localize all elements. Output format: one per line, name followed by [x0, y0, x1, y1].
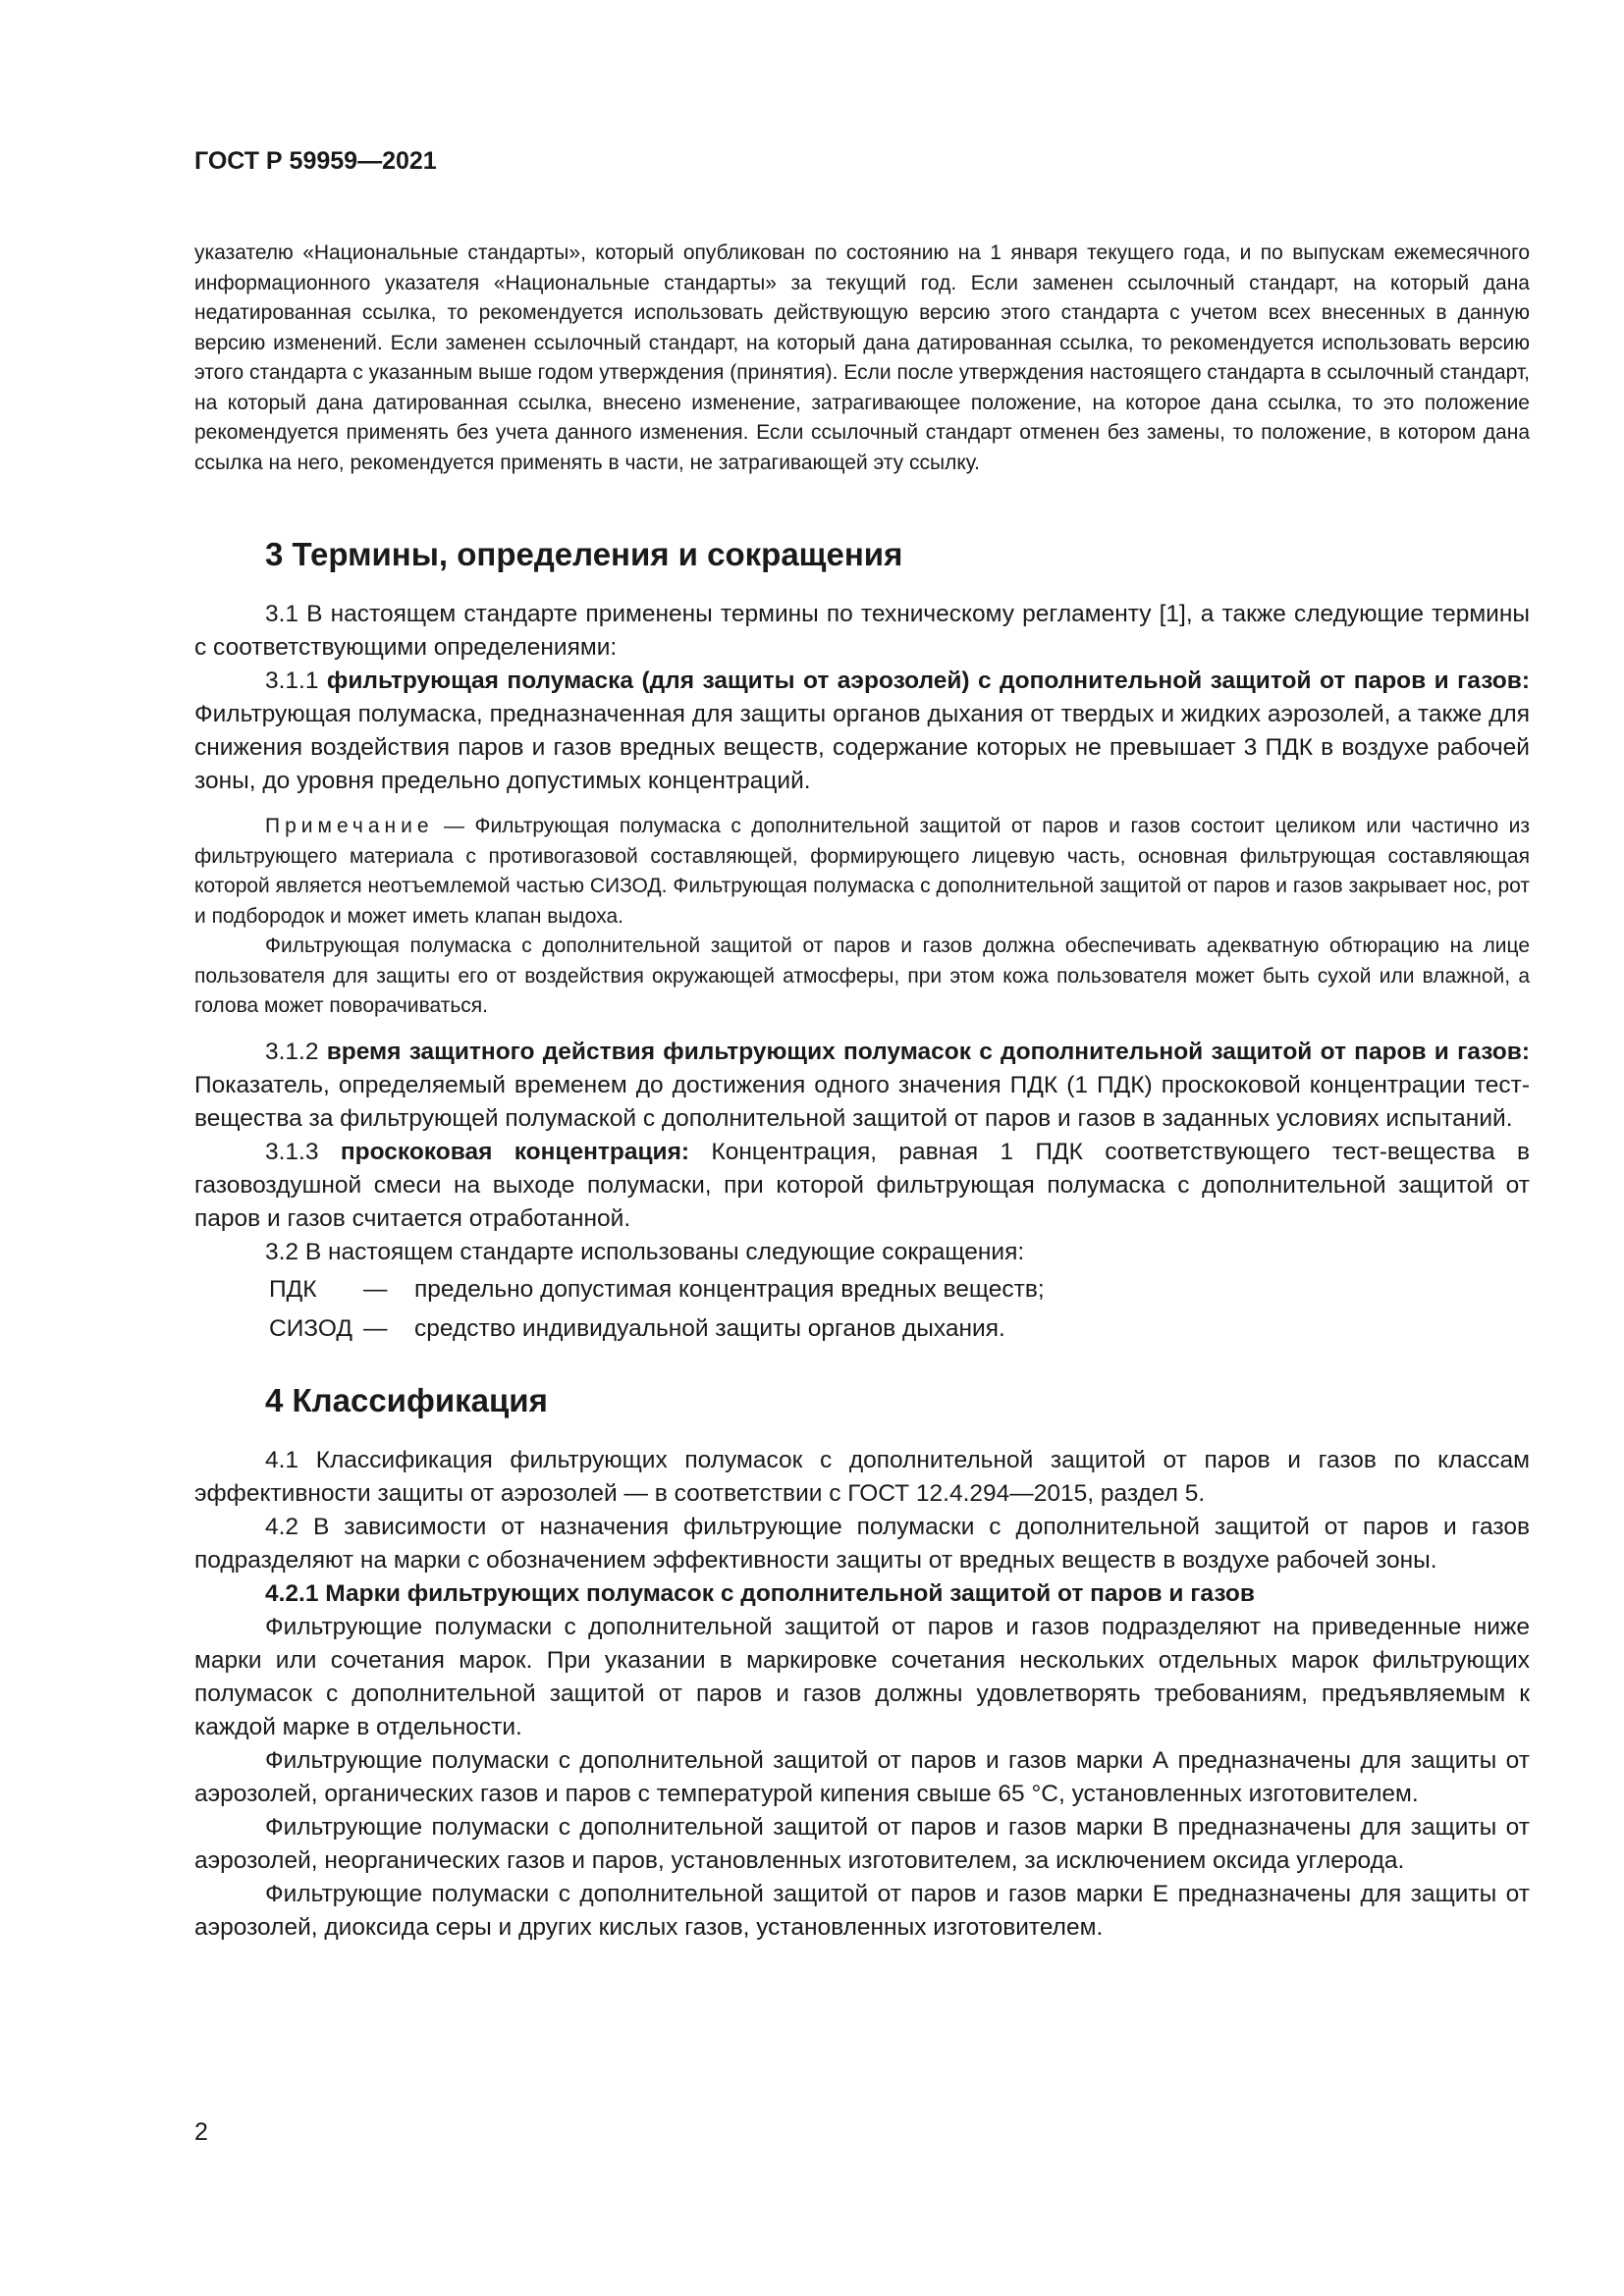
abbreviation-definition: предельно допустимая концентрация вредных веществ; — [414, 1275, 1045, 1303]
section-4-heading: 4 Классификация — [265, 1381, 548, 1418]
paragraph-4-2-1-b: Фильтрующие полумаски с дополнительной защитой от паров и газов марки А предназначены для защиты от аэрозолей, органических газов и паров с температурой кипения свыше 65 °С, установленных изготовителем. — [194, 1746, 1530, 1807]
page-number: 2 — [194, 2118, 208, 2146]
paragraph-4-2: 4.2 В зависимости от назначения фильтрующие полумаски с дополнительной защитой от паров и газов подразделяют на марки с обозначением эффективности защиты от вредных веществ в воздухе рабочей зоны. — [194, 1513, 1530, 1574]
term-name: время защитного действия фильтрующих полумасок с дополнительной защитой от паров и газов: — [326, 1038, 1530, 1065]
abbreviation-row — [269, 1312, 1530, 1346]
term-3-1-1 — [194, 665, 1530, 798]
abbreviation-term: СИЗОД — [269, 1314, 352, 1342]
term-3-1-2 — [194, 1036, 1530, 1136]
abbreviation-dash: — — [363, 1275, 388, 1303]
paragraph-3-2: 3.2 В настоящем стандарте использованы следующие сокращения: — [265, 1238, 1025, 1265]
abbreviation-dash: — — [363, 1314, 388, 1342]
term-name: фильтрующая полумаска (для защиты от аэрозолей) с дополнительной защитой от паров и газов: — [326, 667, 1530, 694]
paragraph-4-1: 4.1 Классификация фильтрующих полумасок с дополнительной защитой от паров и газов по классам эффективности защиты от аэрозолей — в соответствии с ГОСТ 12.4.294—2015, раздел 5. — [194, 1446, 1530, 1507]
term-number: 3.1.2 — [265, 1038, 327, 1065]
section-3-heading: 3 Термины, определения и сокращения — [265, 536, 903, 572]
term-number: 3.1.1 — [265, 667, 327, 694]
note-paragraph-2: Фильтрующая полумаска с дополнительной защитой от паров и газов должна обеспечивать адекватную обтюрацию на лице пользователя для защиты его от воздействия окружающей атмосферы, при этом кожа пользователя может быть сухой или влажной, а голова может поворачиваться. — [194, 934, 1530, 1017]
paragraph-4-2-1-c: Фильтрующие полумаски с дополнительной защитой от паров и газов марки В предназначены для защиты от аэрозолей, неорганических газов и паров, установленных изготовителем, за исключением оксида углерода. — [194, 1813, 1530, 1874]
abbreviation-term: ПДК — [269, 1275, 317, 1303]
term-number: 3.1.3 — [265, 1138, 341, 1165]
subsection-4-2-1-heading: 4.2.1 Марки фильтрующих полумасок с дополнительной защитой от паров и газов — [265, 1579, 1255, 1607]
note-text: — Фильтрующая полумаска с дополнительной защитой от паров и газов состоит целиком или частично из фильтрующего материала с противогазовой составляющей, формирующего лицевую часть, основная фильтрующая составляющая которой является неотъемлемой частью СИЗОД. Фильтрующая полумаска с дополнительной защитой от паров и газов закрывает нос, рот и подбородок и может иметь клапан выдоха. — [194, 815, 1530, 928]
abbreviation-row — [269, 1273, 1530, 1307]
document-header: ГОСТ Р 59959—2021 — [194, 147, 437, 175]
term-definition: Фильтрующая полумаска, предназначенная для защиты органов дыхания от твердых и жидких аэрозолей, а также для снижения воздействия паров и газов вредных веществ, содержание которых не превышает 3 ПДК в воздухе рабочей зоны, до уровня предельно допустимых концентраций. — [194, 701, 1530, 794]
paragraph-4-2-1-a: Фильтрующие полумаски с дополнительной защитой от паров и газов подразделяют на приведенные ниже марки или сочетания марок. При указании в маркировке сочетания нескольких отдельных марок фильтрующих полумасок с дополнительной защитой от паров и газов должны удовлетворять требованиям, предъявляемым к каждой марке в отдельности. — [194, 1613, 1530, 1740]
term-definition: Концентрация, равная 1 ПДК соответствующего тест-вещества в газовоздушной смеси на выходе полумаски, при которой фильтрующая полумаска с дополнительной защитой от паров и газов считается отработанной. — [194, 1138, 1530, 1232]
term-name: проскоковая концентрация: — [340, 1138, 690, 1165]
abbreviation-definition: средство индивидуальной защиты органов дыхания. — [414, 1314, 1005, 1342]
term-definition: Показатель, определяемый временем до достижения одного значения ПДК (1 ПДК) проскоковой концентрации тест-вещества за фильтрующей полумаской с дополнительной защитой от паров и газов в заданных условиях испытаний. — [194, 1071, 1530, 1132]
intro-paragraph: указателю «Национальные стандарты», который опубликован по состоянию на 1 января текущего года, и по выпускам ежемесячного информационного указателя «Национальные стандарты» за текущий год. Если заменен ссылочный стандарт, на который дана недатированная ссылка, то рекомендуется использовать действующую версию этого стандарта с учетом всех внесенных в данную версию изменений. Если заменен ссылочный стандарт, на который дана датированная ссылка, то рекомендуется использовать версию этого стандарта с указанным выше годом утверждения (принятия). Если после утверждения настоящего стандарта в ссылочный стандарт, на который дана датированная ссылка, внесено изменение, затрагивающее положение, на которое дана ссылка, то это положение рекомендуется применять без учета данного изменения. Если ссылочный стандарт отменен без замены, то положение, в котором дана ссылка на него, рекомендуется применять в части, не затрагивающей эту ссылку. — [194, 241, 1530, 474]
term-3-1-3 — [194, 1136, 1530, 1236]
note-label: Примечание — [265, 815, 434, 837]
paragraph-4-2-1-d: Фильтрующие полумаски с дополнительной защитой от паров и газов марки Е предназначены для защиты от аэрозолей, диоксида серы и других кислых газов, установленных изготовителем. — [194, 1880, 1530, 1941]
document-page — [194, 147, 1530, 1945]
paragraph-3-1: 3.1 В настоящем стандарте применены термины по техническому регламенту [1], а также следующие термины с соответствующими определениями: — [194, 601, 1530, 661]
note-paragraph-1 — [194, 812, 1530, 932]
